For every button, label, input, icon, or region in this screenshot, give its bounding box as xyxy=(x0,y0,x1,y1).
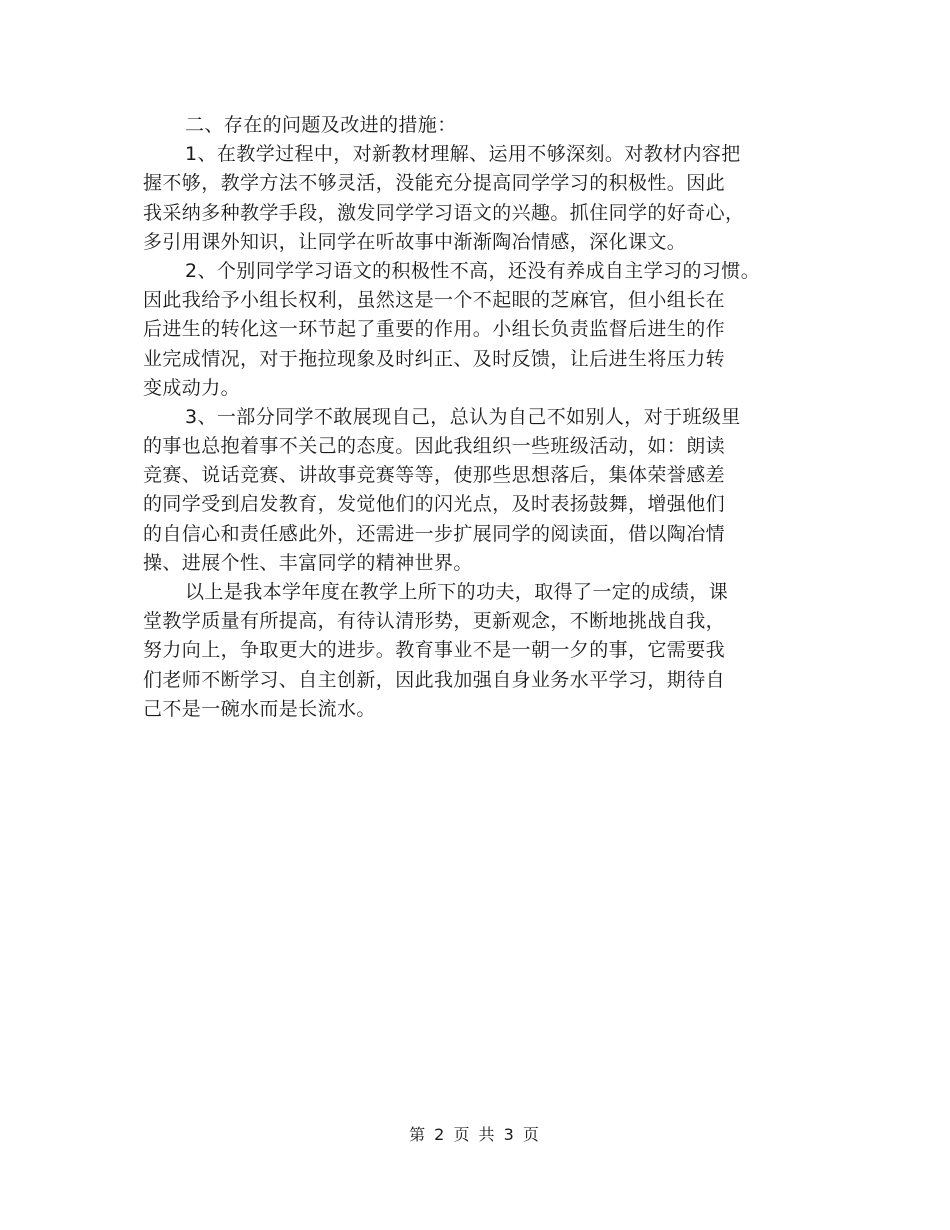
paragraph-line: 1、在教学过程中，对新教材理解、运用不够深刻。对教材内容把 xyxy=(185,143,741,166)
paragraph-line: 操、进展个性、丰富同学的精神世界。 xyxy=(143,551,473,574)
section-heading: 二、存在的问题及改进的措施： xyxy=(185,114,457,136)
paragraph-line: 我采纳多种教学手段，激发同学学习语文的兴趣。抓住同学的好奇心， xyxy=(143,201,745,224)
paragraph-line: 变成动力。 xyxy=(143,376,241,399)
paragraph-line: 3、一部分同学不敢展现自己，总认为自己不如别人，对于班级里 xyxy=(185,405,741,428)
paragraph-line: 努力向上，争取更大的进步。教育事业不是一朝一夕的事，它需要我 xyxy=(143,639,726,662)
paragraph-line: 以上是我本学年度在教学上所下的功夫，取得了一定的成绩，课 xyxy=(185,581,729,603)
paragraph-line: 竞赛、说话竞赛、讲故事竞赛等等，使那些思想落后，集体荣誉感差 xyxy=(143,464,726,487)
paragraph-line: 的自信心和责任感此外，还需进一步扩展同学的阅读面，借以陶冶情 xyxy=(143,522,726,545)
page-number-footer: 第 2 页 共 3 页 xyxy=(409,1125,541,1144)
paragraph-line: 的事也总抱着事不关己的态度。因此我组织一些班级活动，如：朗读 xyxy=(143,435,726,458)
paragraph-line: 业完成情况，对于拖拉现象及时纠正、及时反馈，让后进生将压力转 xyxy=(143,347,726,370)
paragraph-line: 因此我给予小组长权利，虽然这是一个不起眼的芝麻官，但小组长在 xyxy=(143,289,726,312)
paragraph-line: 堂教学质量有所提高，有待认清形势，更新观念，不断地挑战自我， xyxy=(143,610,726,633)
paragraph-line: 们老师不断学习、自主创新，因此我加强自身业务水平学习，期待自 xyxy=(143,668,726,691)
paragraph-line: 握不够，教学方法不够灵活，没能充分提高同学学习的积极性。因此 xyxy=(143,172,726,195)
paragraph-line: 己不是一碗水而是长流水。 xyxy=(143,697,376,720)
paragraph-line: 多引用课外知识，让同学在听故事中渐渐陶冶情感，深化课文。 xyxy=(143,230,687,253)
paragraph-line: 的同学受到启发教育，发觉他们的闪光点，及时表扬鼓舞，增强他们 xyxy=(143,493,726,516)
document-body xyxy=(143,111,823,724)
paragraph-line: 后进生的转化这一环节起了重要的作用。小组长负责监督后进生的作 xyxy=(143,318,726,341)
paragraph-line: 2、个别同学学习语文的积极性不高，还没有养成自主学习的习惯。 xyxy=(185,259,761,282)
